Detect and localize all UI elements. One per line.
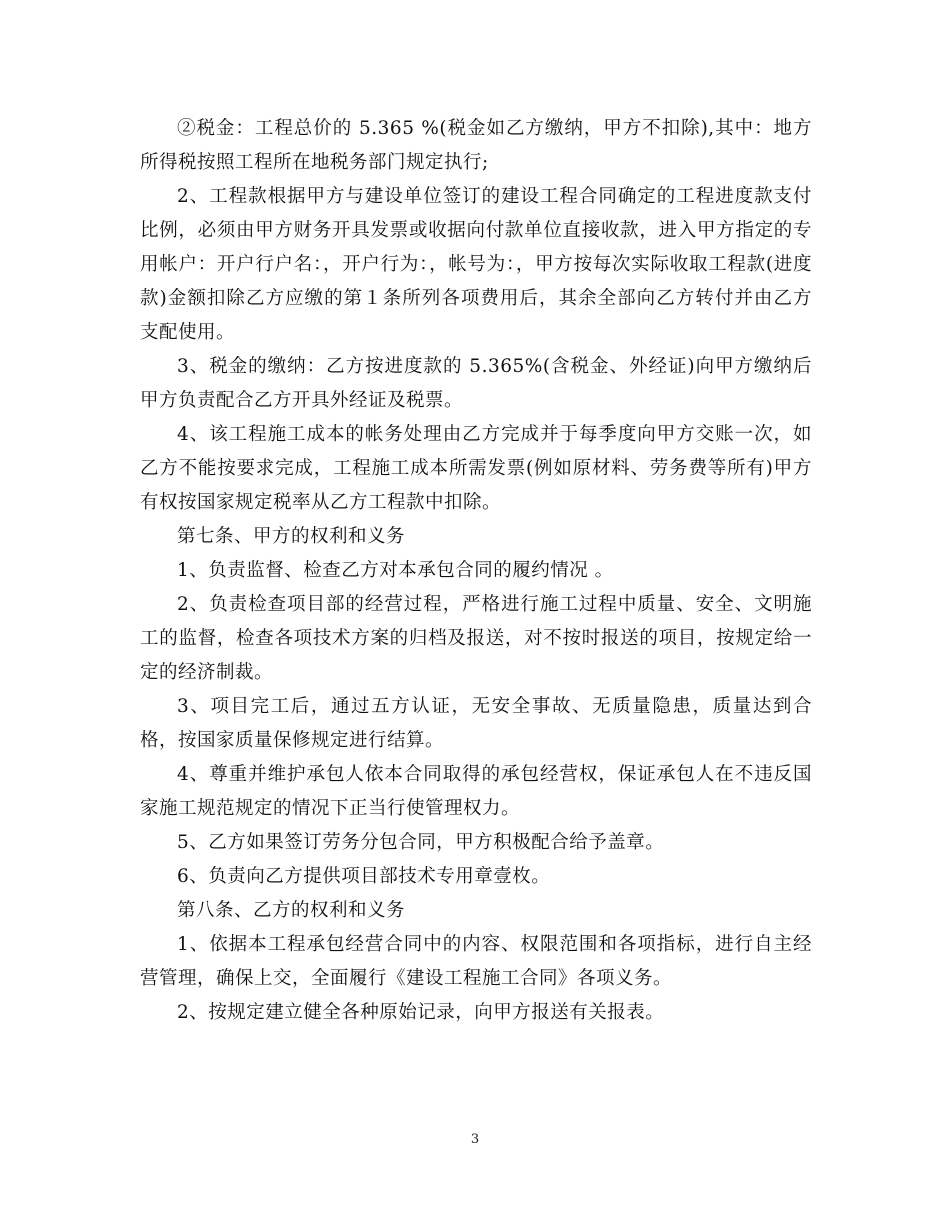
heading-article-7: 第七条、甲方的权利和义务 — [177, 526, 406, 547]
paragraph-payment-account: 2、工程款根据甲方与建设单位签订的建设工程合同确定的工程进度款支付比例，必须由甲方财务开具发票或收据向付款单位直接收款，进入甲方指定的专用帐户：开户行户名：，开户行为：，帐号为：，甲方按每次实际收取工程款(进度款)金额扣除乙方应缴的第１条所列各项费用后，其余全部向乙方转付并由乙方支配使用。 — [140, 186, 812, 343]
heading-article-8: 第八条、乙方的权利和义务 — [177, 900, 406, 921]
paragraph-article-7-item-1: 1、负责监督、检查乙方对本承包合同的履约情况 。 — [177, 560, 614, 581]
paragraph-article-7-item-2: 2、负责检查项目部的经营过程，严格进行施工过程中质量、安全、文明施工的监督，检查各项技术方案的归档及报送，对不按时报送的项目，按规定给一定的经济制裁。 — [140, 594, 812, 683]
paragraph-tax-rate: ②税金：工程总价的 5.365 %(税金如乙方缴纳，甲方不扣除),其中：地方所得税按照工程所在地税务部门规定执行; — [140, 118, 812, 173]
paragraph-article-7-item-3: 3、项目完工后，通过五方认证，无安全事故、无质量隐患，质量达到合格，按国家质量保修规定进行结算。 — [140, 696, 812, 751]
paragraph-article-7-item-5: 5、乙方如果签订劳务分包合同，甲方积极配合给予盖章。 — [177, 832, 665, 853]
paragraph-article-8-item-1: 1、依据本工程承包经营合同中的内容、权限范围和各项指标，进行自主经营管理，确保上交，全面履行《建设工程施工合同》各项义务。 — [140, 934, 812, 989]
paragraph-article-8-item-2: 2、按规定建立健全各种原始记录，向甲方报送有关报表。 — [177, 1002, 665, 1023]
paragraph-article-7-item-6: 6、负责向乙方提供项目部技术专用章壹枚。 — [177, 866, 551, 887]
page-number: 3 — [470, 1132, 480, 1147]
paragraph-article-7-item-4: 4、尊重并维护承包人依本合同取得的承包经营权，保证承包人在不违反国家施工规范规定的情况下正当行使管理权力。 — [140, 764, 812, 819]
paragraph-tax-payment: 3、税金的缴纳：乙方按进度款的 5.365%(含税金、外经证)向甲方缴纳后甲方负责配合乙方开具外经证及税票。 — [140, 356, 812, 411]
document-body — [140, 112, 812, 1030]
paragraph-cost-accounting: 4、该工程施工成本的帐务处理由乙方完成并于每季度向甲方交账一次，如乙方不能按要求完成，工程施工成本所需发票(例如原材料、劳务费等所有)甲方有权按国家规定税率从乙方工程款中扣除。 — [140, 424, 812, 513]
